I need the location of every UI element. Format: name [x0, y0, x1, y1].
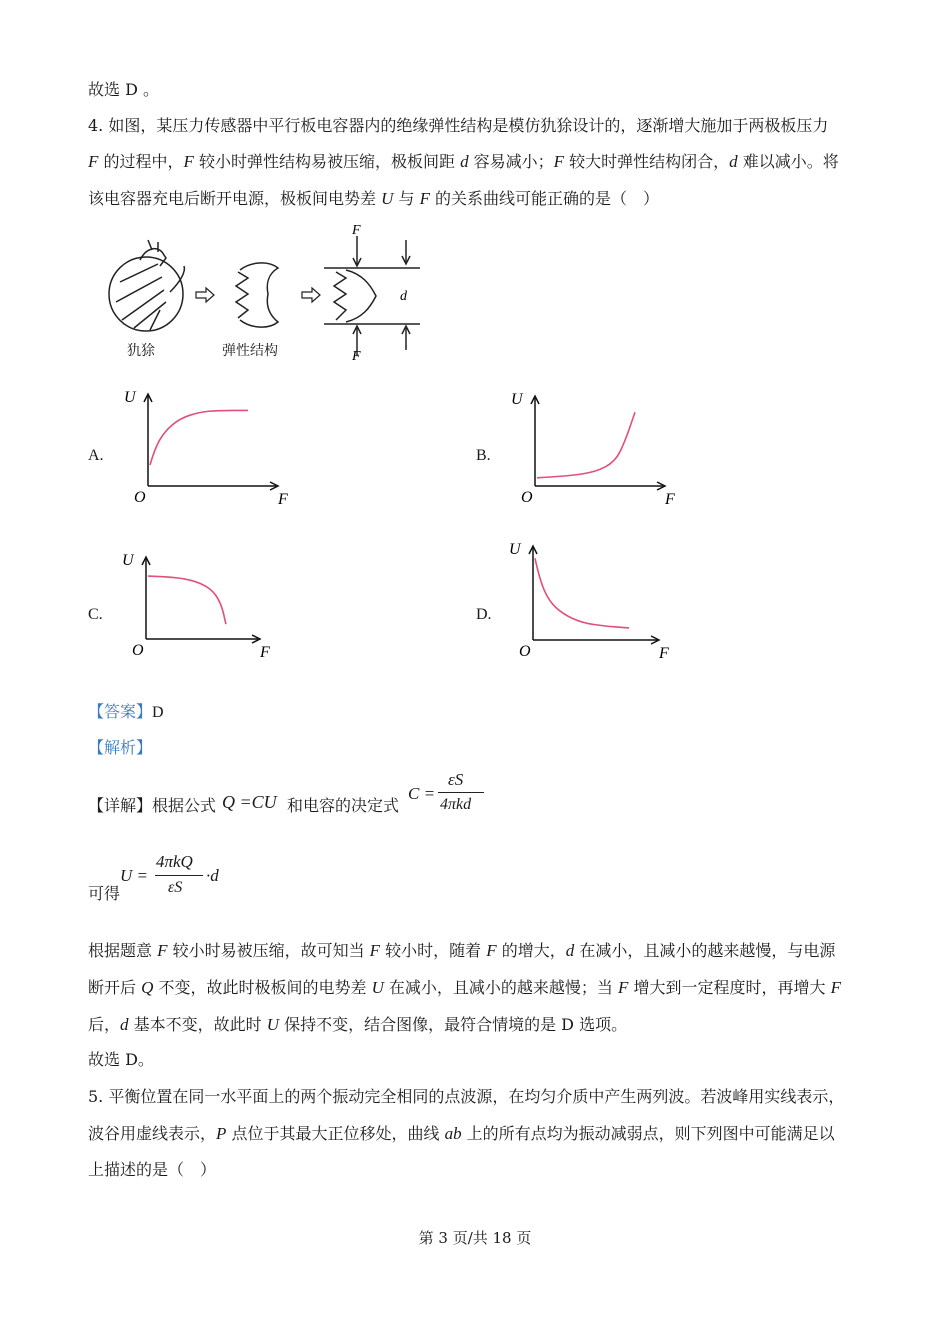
formula-u-den: εS	[168, 879, 183, 896]
var-d: d	[460, 152, 469, 171]
fraction-bar	[438, 792, 484, 793]
option-d-label[interactable]: D.	[476, 606, 492, 623]
formula-u-tail: ·d	[206, 866, 219, 885]
origin-label: O	[519, 643, 531, 660]
formula-c-lhs: C =	[408, 784, 436, 803]
explanation-line-1	[88, 941, 835, 961]
var-P: P	[216, 1124, 227, 1143]
y-axis-label: U	[124, 389, 136, 406]
y-axis-label: U	[511, 391, 523, 408]
text-seg: 增大到一定程度时，再增大	[628, 978, 831, 997]
distance-label: d	[400, 289, 407, 304]
page-footer: 第 3 页/共 18 页	[418, 1229, 532, 1247]
var-F: F	[88, 152, 99, 171]
var-F: F	[553, 152, 565, 171]
text-seg: 上的所有点均为振动减弱点，则下列图中可能满足以	[461, 1124, 835, 1143]
answer-value: D	[152, 704, 164, 721]
text-seg: 的增大，	[496, 941, 566, 960]
text-seg: 较小时易被压缩，故可知当	[167, 941, 370, 960]
text-seg: 根据题意	[88, 941, 158, 960]
text-seg: 基本不变，故此时	[128, 1015, 267, 1034]
var-F: F	[830, 978, 841, 997]
q4-line-1: 4. 如图，某压力传感器中平行板电容器内的绝缘弹性结构是模仿犰狳设计的，逐渐增大施加于两极板压力	[88, 116, 829, 135]
text-seg: 断开后	[88, 978, 142, 997]
formula-c-den: 4πkd	[440, 796, 472, 813]
ke-de-label: 可得	[88, 884, 121, 903]
analysis-label: 【解析】	[88, 738, 153, 757]
text-seg: 较小时弹性结构易被压缩，极板间距	[193, 152, 461, 171]
answer-label: 【答案】	[88, 702, 153, 721]
force-label-top: F	[352, 223, 361, 238]
text-seg: 较大时弹性结构闭合，	[564, 152, 730, 171]
var-F: F	[369, 941, 381, 960]
x-axis-label: F	[665, 491, 675, 508]
var-ab: ab	[444, 1124, 462, 1143]
q5-line-2	[88, 1124, 835, 1144]
text-seg: 与	[393, 189, 420, 208]
var-F: F	[419, 189, 430, 208]
var-U: U	[381, 189, 394, 208]
text-seg: 不变，故此时极板间的电势差	[153, 978, 372, 997]
q4-line-2	[88, 152, 839, 172]
text-seg: 容易减小；	[468, 152, 554, 171]
origin-label: O	[521, 489, 533, 506]
var-d: d	[565, 941, 575, 960]
var-d: d	[729, 152, 738, 171]
var-U: U	[371, 978, 384, 997]
var-Q: Q	[141, 978, 154, 997]
var-F: F	[486, 941, 497, 960]
explanation-line-2	[88, 978, 841, 998]
origin-label: O	[134, 489, 146, 506]
force-label-bottom: F	[352, 349, 361, 364]
option-b-label[interactable]: B.	[476, 447, 491, 464]
x-axis-label: F	[278, 491, 288, 508]
formula-u-lhs: U =	[120, 866, 148, 885]
text-seg: 在减小，且减小的越来越慢，与电源	[574, 941, 836, 960]
formula-q-cu: Q =CU	[222, 792, 277, 812]
chart-option-d	[505, 540, 670, 662]
formula-c-num: εS	[448, 770, 464, 789]
elastic-structure-icon	[236, 263, 278, 327]
series-line	[150, 410, 248, 465]
chart-option-c	[118, 545, 268, 663]
text-seg: 波谷用虚线表示，	[88, 1124, 217, 1143]
x-axis-label: F	[659, 645, 669, 662]
chart-option-b	[505, 388, 675, 510]
fraction-bar	[155, 875, 203, 876]
detail-intro: 【详解】根据公式	[88, 796, 217, 815]
text-seg: 点位于其最大正位移处，曲线	[226, 1124, 445, 1143]
answer-line	[88, 702, 164, 723]
caption-armadillo: 犰狳	[127, 343, 155, 359]
q5-line-3: 上描述的是（ ）	[88, 1160, 217, 1179]
origin-label: O	[132, 642, 144, 659]
q5-line-1: 5. 平衡位置在同一水平面上的两个振动完全相同的点波源，在均匀介质中产生两列波。若波峰用实线表示，	[88, 1087, 845, 1106]
explanation-conclusion: 故选 D。	[88, 1050, 154, 1069]
formula-u-num: 4πkQ	[156, 852, 193, 871]
y-axis-label: U	[122, 552, 134, 569]
var-F: F	[183, 152, 194, 171]
text-seg: 的关系曲线可能正确的是（ ）	[429, 189, 660, 208]
chart-option-a	[118, 378, 288, 508]
text-seg: 该电容器充电后断开电源，极板间电势差	[88, 189, 382, 208]
y-axis-label: U	[509, 541, 521, 558]
option-c-label[interactable]: C.	[88, 606, 103, 623]
armadillo-icon	[109, 240, 184, 331]
arrow-icon	[196, 288, 214, 302]
var-d: d	[120, 1015, 129, 1034]
series-line	[537, 412, 635, 478]
var-F: F	[157, 941, 168, 960]
q4-line-3	[88, 189, 659, 209]
text-seg: 保持不变，结合图像，最符合情境的是 D 选项。	[278, 1015, 628, 1034]
explanation-line-3	[88, 1015, 627, 1035]
text-seg: 后，	[88, 1015, 121, 1034]
var-F: F	[618, 978, 629, 997]
x-axis-label: F	[260, 644, 270, 661]
caption-structure: 弹性结构	[222, 343, 278, 359]
detail-mid: 和电容的决定式	[287, 796, 400, 815]
text-seg: 的过程中，	[98, 152, 184, 171]
arrow-icon	[302, 288, 320, 302]
text-seg: 较小时，随着	[380, 941, 487, 960]
series-line	[535, 558, 629, 628]
previous-conclusion: 故选 D 。	[88, 80, 160, 99]
text-seg: 难以减小。将	[737, 152, 839, 171]
text-seg: 在减小，且减小的越来越慢；当	[383, 978, 619, 997]
series-line	[148, 576, 226, 624]
var-U: U	[266, 1015, 279, 1034]
option-a-label[interactable]: A.	[88, 447, 104, 464]
